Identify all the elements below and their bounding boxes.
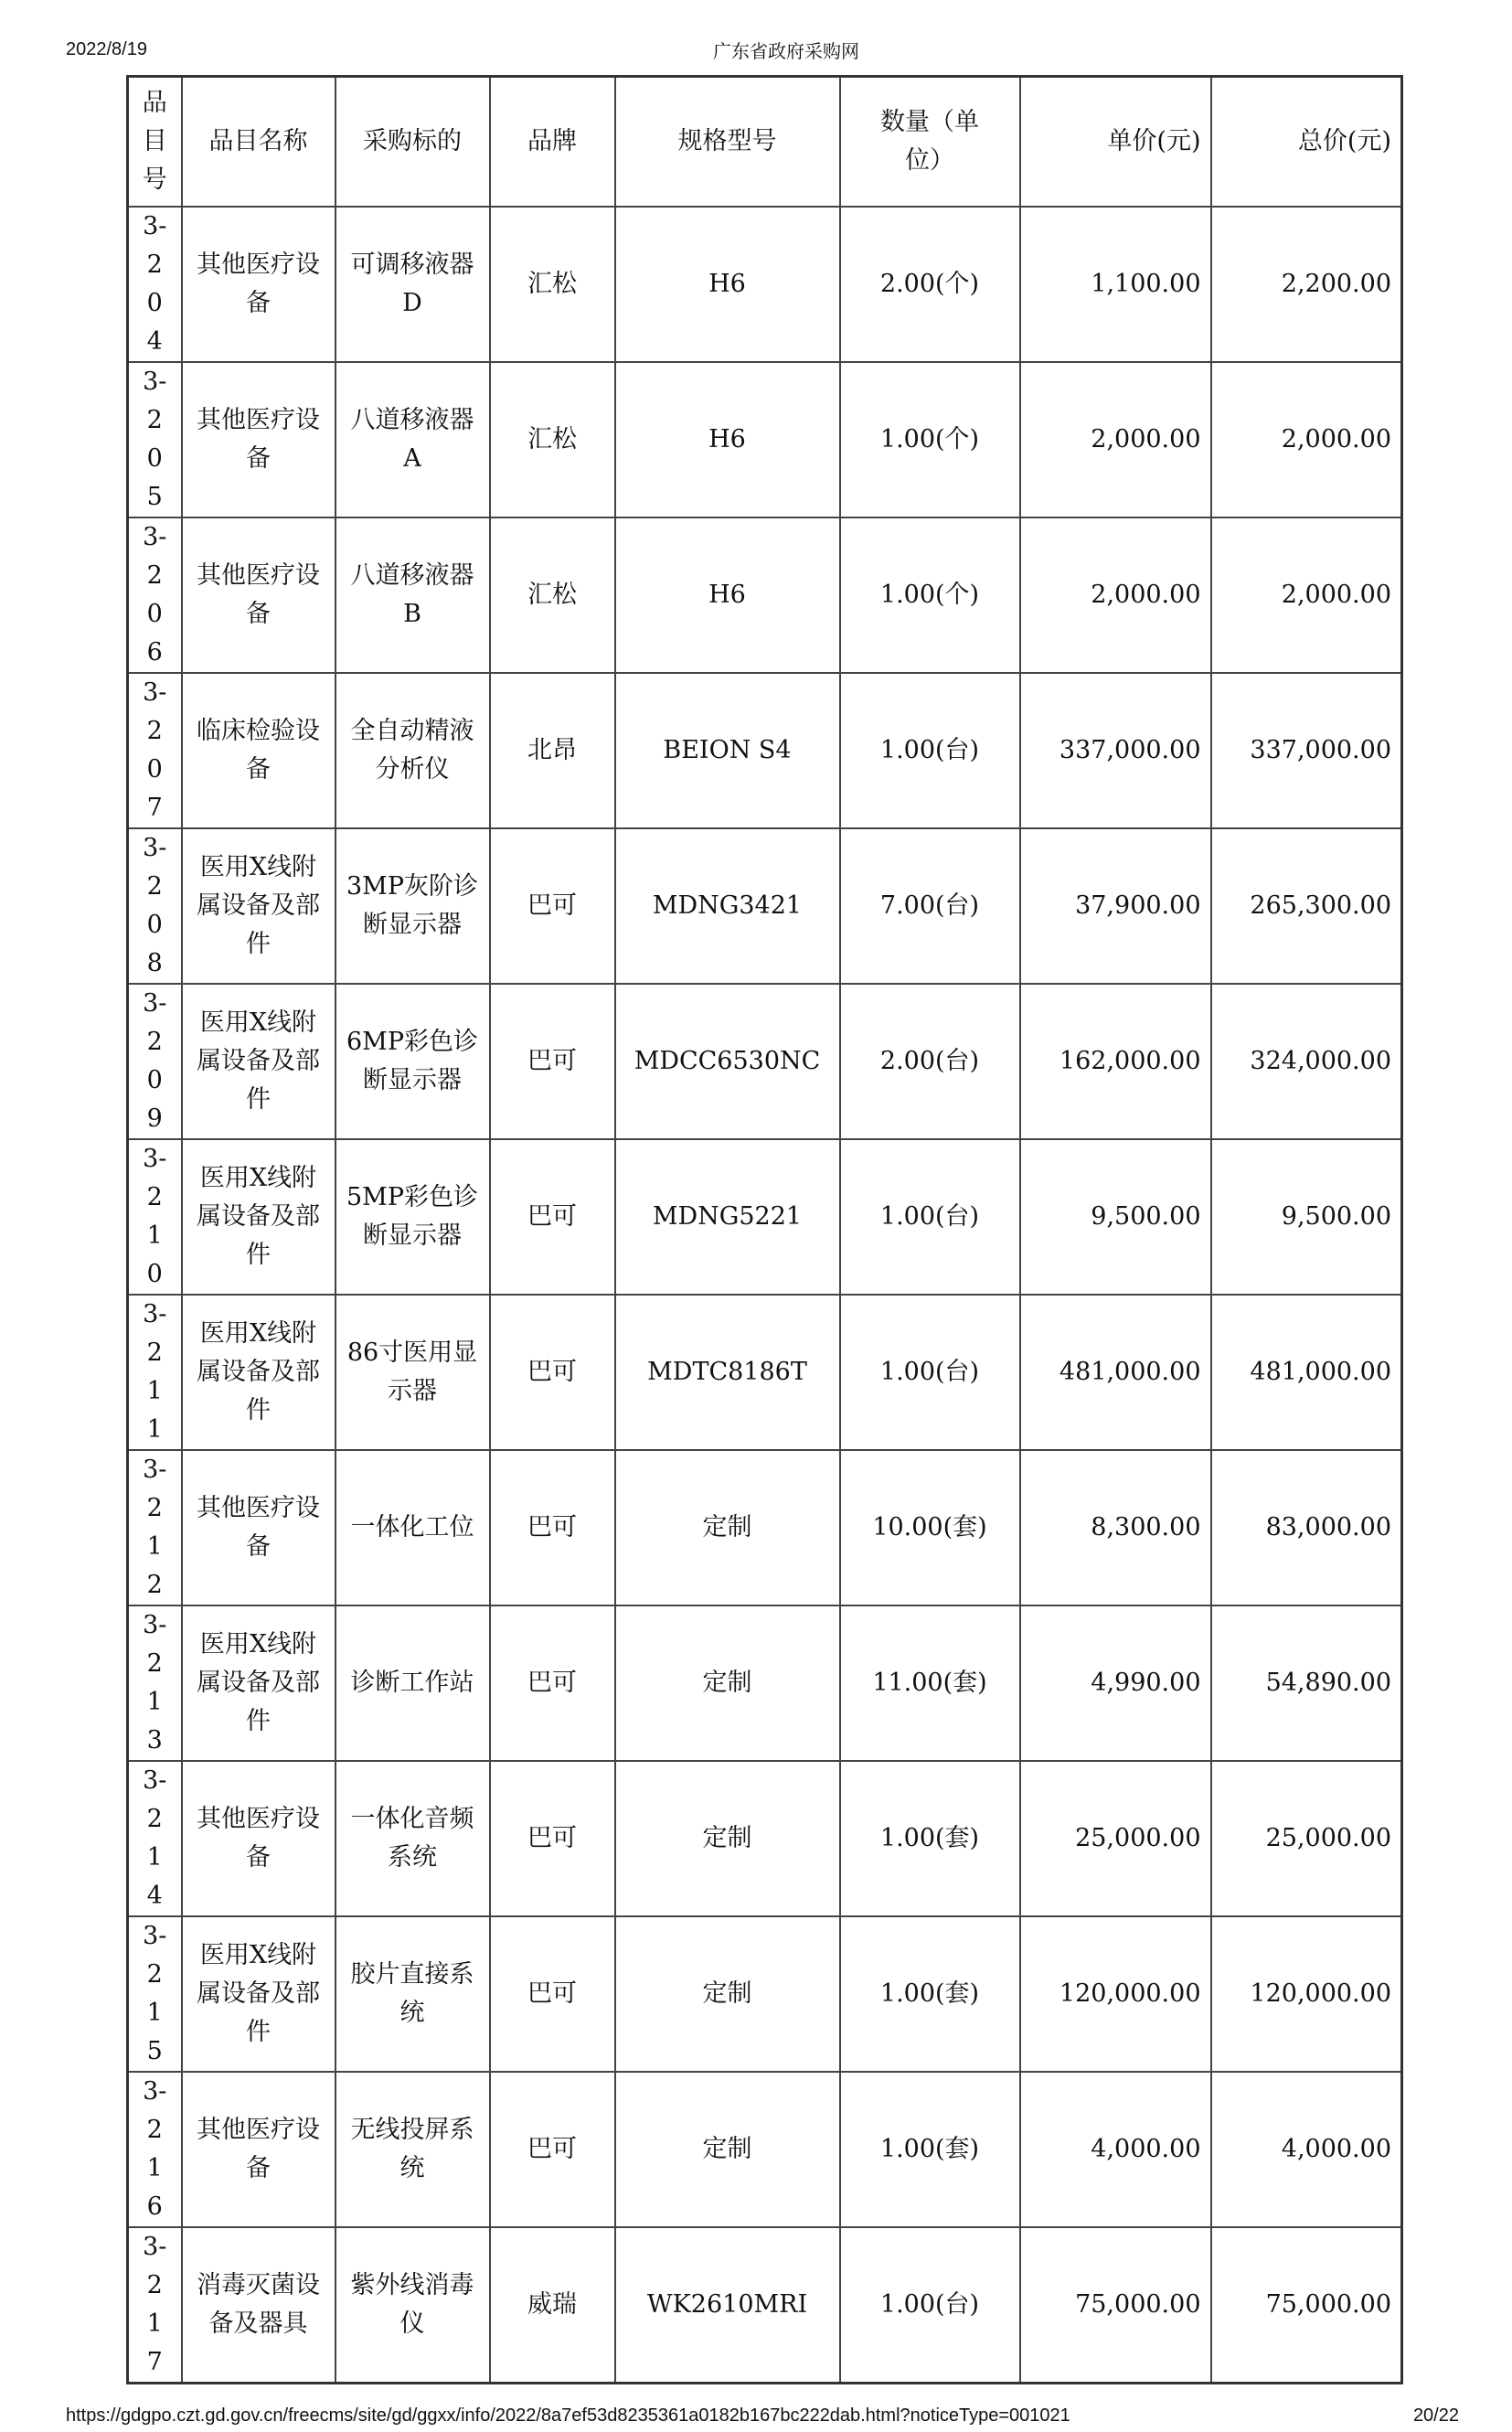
row-item: 可调移液器D [335, 207, 490, 362]
row-model: H6 [615, 362, 840, 517]
row-total: 54,890.00 [1211, 1605, 1402, 1761]
col-header-item: 采购标的 [335, 77, 490, 208]
table-row [128, 673, 1402, 828]
row-id: 3-212 [128, 1450, 182, 1605]
row-qty: 11.00(套) [840, 1605, 1020, 1761]
row-unit-price: 4,000.00 [1020, 2072, 1211, 2227]
row-qty: 1.00(套) [840, 1761, 1020, 1916]
row-brand: 巴可 [490, 1450, 615, 1605]
row-brand: 巴可 [490, 828, 615, 984]
row-item: 一体化工位 [335, 1450, 490, 1605]
row-category: 医用X线附属设备及部件 [182, 1605, 335, 1761]
row-model: H6 [615, 517, 840, 673]
table-row [128, 1139, 1402, 1295]
table-row [128, 517, 1402, 673]
row-item: 3MP灰阶诊断显示器 [335, 828, 490, 984]
row-item: 八道移液器A [335, 362, 490, 517]
row-item: 5MP彩色诊断显示器 [335, 1139, 490, 1295]
row-id: 3-206 [128, 517, 182, 673]
row-model: MDNG3421 [615, 828, 840, 984]
row-brand: 巴可 [490, 1139, 615, 1295]
row-model: 定制 [615, 2072, 840, 2227]
row-total: 83,000.00 [1211, 1450, 1402, 1605]
row-brand: 巴可 [490, 1295, 615, 1450]
row-qty: 2.00(个) [840, 207, 1020, 362]
row-total: 9,500.00 [1211, 1139, 1402, 1295]
row-item: 86寸医用显示器 [335, 1295, 490, 1450]
row-total: 2,000.00 [1211, 517, 1402, 673]
row-model: BEION S4 [615, 673, 840, 828]
row-id: 3-215 [128, 1916, 182, 2072]
row-unit-price: 9,500.00 [1020, 1139, 1211, 1295]
row-id: 3-204 [128, 207, 182, 362]
row-id: 3-208 [128, 828, 182, 984]
col-header-id: 品目号 [128, 77, 182, 208]
page-footer [0, 2405, 1512, 2432]
table-row [128, 207, 1402, 362]
page-header [0, 0, 1512, 75]
row-total: 2,000.00 [1211, 362, 1402, 517]
row-model: 定制 [615, 1605, 840, 1761]
row-id: 3-207 [128, 673, 182, 828]
row-category: 其他医疗设备 [182, 2072, 335, 2227]
row-brand: 巴可 [490, 1761, 615, 1916]
row-total: 25,000.00 [1211, 1761, 1402, 1916]
row-brand: 汇松 [490, 207, 615, 362]
row-unit-price: 4,990.00 [1020, 1605, 1211, 1761]
page-url: https://gdgpo.czt.gd.gov.cn/freecms/site/gd/ggxx/info/2022/8a7ef53d8235361a0182b167bc222dab.html?noticeType=001021 [66, 2405, 1070, 2426]
row-brand: 巴可 [490, 1916, 615, 2072]
row-qty: 1.00(台) [840, 673, 1020, 828]
table-row [128, 362, 1402, 517]
table-row [128, 1605, 1402, 1761]
row-brand: 威瑞 [490, 2227, 615, 2384]
row-brand: 北昂 [490, 673, 615, 828]
row-item: 八道移液器B [335, 517, 490, 673]
row-item: 6MP彩色诊断显示器 [335, 984, 490, 1139]
row-category: 临床检验设备 [182, 673, 335, 828]
row-item: 无线投屏系统 [335, 2072, 490, 2227]
row-category: 医用X线附属设备及部件 [182, 1295, 335, 1450]
row-item: 紫外线消毒仪 [335, 2227, 490, 2384]
row-category: 其他医疗设备 [182, 362, 335, 517]
col-header-unit-price: 单价(元) [1020, 77, 1211, 208]
table-row [128, 1450, 1402, 1605]
row-brand: 巴可 [490, 2072, 615, 2227]
row-id: 3-211 [128, 1295, 182, 1450]
table-row [128, 984, 1402, 1139]
row-qty: 1.00(台) [840, 1139, 1020, 1295]
row-brand: 汇松 [490, 362, 615, 517]
print-date: 2022/8/19 [66, 39, 147, 59]
row-total: 75,000.00 [1211, 2227, 1402, 2384]
row-id: 3-217 [128, 2227, 182, 2384]
row-unit-price: 8,300.00 [1020, 1450, 1211, 1605]
col-header-brand: 品牌 [490, 77, 615, 208]
table-row [128, 1916, 1402, 2072]
table-row [128, 828, 1402, 984]
row-brand: 巴可 [490, 1605, 615, 1761]
table-header-row [128, 77, 1402, 208]
row-category: 医用X线附属设备及部件 [182, 828, 335, 984]
row-item: 诊断工作站 [335, 1605, 490, 1761]
row-qty: 2.00(台) [840, 984, 1020, 1139]
row-category: 消毒灭菌设备及器具 [182, 2227, 335, 2384]
row-total: 481,000.00 [1211, 1295, 1402, 1450]
row-id: 3-213 [128, 1605, 182, 1761]
row-category: 其他医疗设备 [182, 1450, 335, 1605]
row-unit-price: 2,000.00 [1020, 517, 1211, 673]
row-unit-price: 1,100.00 [1020, 207, 1211, 362]
row-unit-price: 75,000.00 [1020, 2227, 1211, 2384]
col-header-model: 规格型号 [615, 77, 840, 208]
row-total: 120,000.00 [1211, 1916, 1402, 2072]
row-total: 337,000.00 [1211, 673, 1402, 828]
table-row [128, 1761, 1402, 1916]
col-header-category: 品目名称 [182, 77, 335, 208]
row-unit-price: 120,000.00 [1020, 1916, 1211, 2072]
row-unit-price: 25,000.00 [1020, 1761, 1211, 1916]
table-row [128, 2227, 1402, 2384]
row-unit-price: 2,000.00 [1020, 362, 1211, 517]
row-category: 其他医疗设备 [182, 207, 335, 362]
col-header-qty: 数量（单位） [840, 77, 1020, 208]
row-unit-price: 37,900.00 [1020, 828, 1211, 984]
row-qty: 1.00(套) [840, 2072, 1020, 2227]
row-id: 3-205 [128, 362, 182, 517]
row-brand: 巴可 [490, 984, 615, 1139]
row-model: MDTC8186T [615, 1295, 840, 1450]
row-qty: 1.00(台) [840, 2227, 1020, 2384]
row-qty: 1.00(套) [840, 1916, 1020, 2072]
row-model: MDNG5221 [615, 1139, 840, 1295]
row-qty: 10.00(套) [840, 1450, 1020, 1605]
row-unit-price: 481,000.00 [1020, 1295, 1211, 1450]
row-id: 3-216 [128, 2072, 182, 2227]
row-category: 医用X线附属设备及部件 [182, 984, 335, 1139]
row-item: 一体化音频系统 [335, 1761, 490, 1916]
site-title: 广东省政府采购网 [713, 40, 859, 62]
row-model: MDCC6530NC [615, 984, 840, 1139]
row-model: 定制 [615, 1450, 840, 1605]
col-header-total: 总价(元) [1211, 77, 1402, 208]
page-number: 20/22 [1412, 2405, 1459, 2426]
row-id: 3-214 [128, 1761, 182, 1916]
row-category: 其他医疗设备 [182, 1761, 335, 1916]
row-total: 265,300.00 [1211, 828, 1402, 984]
row-brand: 汇松 [490, 517, 615, 673]
row-item: 全自动精液分析仪 [335, 673, 490, 828]
row-unit-price: 337,000.00 [1020, 673, 1211, 828]
row-qty: 1.00(个) [840, 362, 1020, 517]
row-model: H6 [615, 207, 840, 362]
procurement-table [126, 75, 1403, 2384]
row-id: 3-210 [128, 1139, 182, 1295]
row-category: 其他医疗设备 [182, 517, 335, 673]
row-qty: 1.00(个) [840, 517, 1020, 673]
row-model: WK2610MRI [615, 2227, 840, 2384]
row-unit-price: 162,000.00 [1020, 984, 1211, 1139]
row-category: 医用X线附属设备及部件 [182, 1139, 335, 1295]
row-total: 4,000.00 [1211, 2072, 1402, 2227]
table-row [128, 1295, 1402, 1450]
row-model: 定制 [615, 1761, 840, 1916]
table-row [128, 2072, 1402, 2227]
row-qty: 1.00(台) [840, 1295, 1020, 1450]
row-item: 胶片直接系统 [335, 1916, 490, 2072]
row-total: 2,200.00 [1211, 207, 1402, 362]
row-category: 医用X线附属设备及部件 [182, 1916, 335, 2072]
row-total: 324,000.00 [1211, 984, 1402, 1139]
row-qty: 7.00(台) [840, 828, 1020, 984]
row-id: 3-209 [128, 984, 182, 1139]
row-model: 定制 [615, 1916, 840, 2072]
